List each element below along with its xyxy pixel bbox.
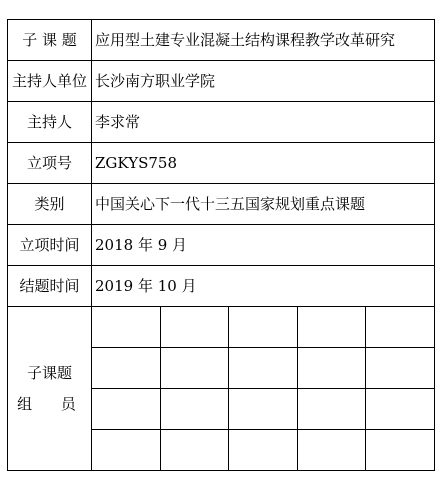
members-grid-cell [297,307,365,348]
members-grid-cell [229,389,297,430]
label-approval-date: 立项时间 [8,225,92,266]
value-approval-date: 2018 年 9 月 [92,225,435,266]
members-grid-cell [160,348,228,389]
members-grid-cell [92,430,160,471]
row-subtopic-members [8,307,435,471]
members-grid-cell [229,430,297,471]
members-grid-cell [366,348,434,389]
members-grid-cell [92,348,160,389]
members-grid-cell [229,307,297,348]
members-grid-cell [160,307,228,348]
label-host: 主持人 [8,102,92,143]
label-host-unit: 主持人单位 [8,61,92,102]
label-category: 类别 [8,184,92,225]
members-grid-cell [366,307,434,348]
members-grid-row [92,389,434,430]
label-subtopic: 子 课 题 [8,20,92,61]
members-grid-cell [160,389,228,430]
members-grid-cell [297,430,365,471]
row-host-unit [8,61,435,102]
row-host [8,102,435,143]
members-grid-cell [297,348,365,389]
members-grid-cell [366,389,434,430]
row-category [8,184,435,225]
value-subtopic: 应用型土建专业混凝土结构课程教学改革研究 [92,20,435,61]
members-grid-cell [92,307,160,348]
value-host: 李求常 [92,102,435,143]
row-project-number [8,143,435,184]
label-subtopic-members-line2: 组 员 [17,394,88,413]
value-completion-date: 2019 年 10 月 [92,266,435,307]
label-subtopic-members-line1: 子课题 [26,364,72,382]
members-grid-cell [160,430,228,471]
value-project-number: ZGKYS758 [92,143,435,184]
row-completion-date [8,266,435,307]
members-grid-cell [229,348,297,389]
members-grid-cell [366,430,434,471]
value-category: 中国关心下一代十三五国家规划重点课题 [92,184,435,225]
label-subtopic-members [8,307,92,471]
members-grid-row [92,348,434,389]
members-grid-container [92,307,435,471]
members-grid-row [92,307,434,348]
members-grid-cell [297,389,365,430]
members-grid-cell [92,389,160,430]
row-subtopic [8,20,435,61]
members-grid [92,307,434,470]
value-host-unit: 长沙南方职业学院 [92,61,435,102]
label-project-number: 立项号 [8,143,92,184]
row-approval-date [8,225,435,266]
project-info-table [7,19,435,471]
label-completion-date: 结题时间 [8,266,92,307]
members-grid-row [92,430,434,471]
